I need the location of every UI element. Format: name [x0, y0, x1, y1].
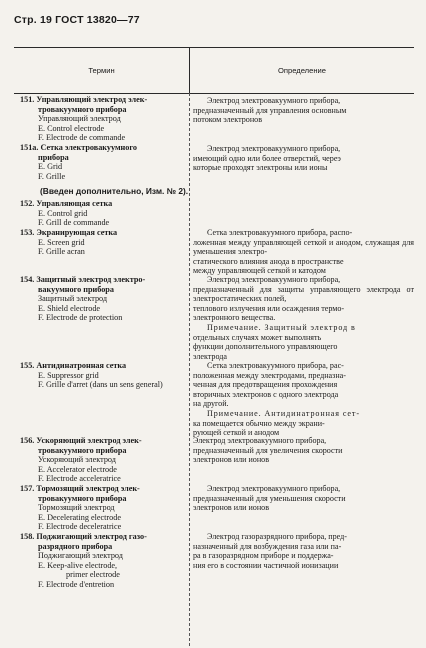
definition-151 [193, 96, 414, 125]
term-title: 151. Управляющий электрод элек- [20, 95, 148, 104]
note-line: функции дополнительного управляющего [193, 342, 338, 352]
term-title-cont: тровакуумного прибора [38, 493, 127, 503]
term-english: E. Accelerator electrode [38, 464, 117, 474]
term-column-header: Термин [88, 66, 115, 75]
definition-line: вторичных электронов с одного электрода [193, 389, 339, 399]
definition-column-header: Определение [277, 66, 326, 75]
definition-157 [193, 484, 414, 513]
term-title: 152. Управляющая сетка [20, 199, 113, 208]
definition-line: предназначенный для управления основным [193, 105, 347, 115]
definition-154 [193, 275, 414, 323]
term-english-cont: primer electrode [66, 570, 120, 580]
term-french: F. Electrode d'entretion [38, 579, 115, 589]
term-title: 154. Защитный электрод электро- [20, 275, 146, 284]
note-line: Примечание. Антидинатронная сет- [207, 409, 360, 418]
table-top-rule [14, 47, 414, 48]
term-151 [20, 95, 188, 143]
definition-line: предназначенный для уменьшения скорости [193, 493, 346, 503]
term-156 [20, 436, 188, 484]
term-151a [20, 143, 188, 181]
definition-153 [193, 228, 414, 276]
note-line: электрода [193, 351, 227, 361]
term-french: F. Electrode deceleratrice [38, 522, 122, 532]
term-french: F. Electrode de commande [38, 133, 126, 143]
definition-line: положенная между электродами, предназна- [193, 370, 346, 380]
term-english: E. Control grid [38, 208, 88, 218]
term-french: F. Grill de commande [38, 218, 110, 228]
term-title-cont: тровакуумного прибора [38, 104, 127, 114]
definition-line: Электрод электровакуумного прибора, [207, 275, 341, 284]
term-english: E. Suppressor grid [38, 370, 99, 380]
term-english: E. Control electrode [38, 123, 105, 133]
definition-line: теплового излучения или осаждения термо- [193, 303, 345, 313]
term-153 [20, 228, 188, 257]
term-synonym: Управляющий электрод [38, 114, 121, 124]
term-title-cont: разрядного прибора [38, 541, 113, 551]
table-header-rule [14, 93, 414, 94]
term-title-cont: тровакуумного прибора [38, 445, 127, 455]
term-title: 157. Тормозящий электрод элек- [20, 484, 140, 493]
definition-line: потоком электронов [193, 115, 263, 125]
definition-line: между управляющей сеткой и катодом [193, 266, 326, 276]
term-english: E. Keep-alive electrode, [38, 560, 118, 570]
term-152 [20, 199, 188, 228]
definition-158 [193, 532, 414, 570]
definition-line: имеющий одно или более отверстий, череэ [193, 153, 341, 163]
definition-line: Сетка электровакуумного прибора, распо- [207, 228, 353, 237]
term-english: E. Shield electrode [38, 303, 101, 313]
definition-line: Электрод электровакуумного прибора, [193, 436, 327, 445]
term-title-cont: прибора [38, 152, 69, 162]
definition-line: назначенный для возбуждения газа или па- [193, 541, 342, 551]
term-french: F. Electrode acceleratrice [38, 474, 121, 484]
term-154 [20, 275, 188, 323]
definition-155-note [193, 409, 414, 438]
term-english: E. Grid [38, 162, 63, 172]
term-synonym: Тормозящий электрод [38, 503, 115, 513]
term-155 [20, 361, 188, 390]
amendment-note: (Введен дополнительно, Изм. № 2). [40, 186, 189, 196]
term-french: F. Grille [38, 171, 66, 181]
definition-154-note [193, 323, 414, 361]
definition-line: Электрод газоразрядного прибора, пред- [207, 532, 347, 541]
definition-line: ложенная между управляющей сеткой и анодом, служащая для уменьшения электро- [193, 237, 414, 257]
note-line: ка помещается обычно между экрани- [193, 418, 325, 428]
term-french: F. Grille acran [38, 247, 85, 257]
term-title: 155. Антидинатронная сетка [20, 361, 127, 370]
definition-line: Электрод электровакуумного прибора, [207, 96, 341, 105]
definition-line: Сетка электровакуумного прибора, рас- [207, 361, 344, 370]
definition-line: на другой. [193, 399, 229, 409]
definition-line: предназначенный для защиты управляющего электрода от электростатических полей, [193, 284, 414, 304]
column-divider-body [189, 93, 190, 646]
note-line: рующей сеткой и анодом [193, 428, 280, 438]
term-158 [20, 532, 188, 590]
definition-line: ния его в состоянии частичной ионизации [193, 560, 339, 570]
term-french: F. Electrode de protection [38, 313, 123, 323]
term-title: 158. Поджигающий электрод газо- [20, 532, 147, 541]
term-title: 156. Ускоряющий электрод элек- [20, 436, 142, 445]
note-line: Примечание. Защитный электрод в [207, 323, 356, 332]
term-title: 153. Экранирующая сетка [20, 228, 118, 237]
definition-line: электронного вещества. [193, 313, 276, 323]
definition-line: ра в газоразрядном приборе и поддержа- [193, 551, 334, 561]
definition-155 [193, 361, 414, 409]
page-header: Стр. 19 ГОСТ 13820—77 [14, 14, 140, 26]
note-line: отдельных случаях может выполнять [193, 332, 322, 342]
term-english: E. Screen grid [38, 237, 85, 247]
term-synonym: Поджигающий электрод [38, 551, 123, 561]
term-title: 151а. Сетка электровакуумного [20, 143, 137, 152]
definition-line: электронов или ионов [193, 455, 270, 465]
definition-156 [193, 436, 414, 465]
definition-line: Электрод электровакуумного прибора, [207, 484, 341, 493]
definition-line: ченная для предотвращения прохождения [193, 380, 338, 390]
term-title-cont: вакуумного прибора [38, 284, 114, 294]
definition-151a [193, 144, 414, 173]
term-157 [20, 484, 188, 532]
definition-line: электронов или ионов [193, 503, 270, 513]
term-french: F. Grille d'arret (dans un sens general) [38, 380, 163, 390]
term-english: E. Decelerating electrode [38, 512, 121, 522]
term-synonym: Защитный электрод [38, 294, 108, 304]
definition-line: Электрод электровакуумного прибора, [207, 144, 341, 153]
definition-line: статического влияния анода в пространстве [193, 256, 344, 266]
definition-line: предназначенный для увеличения скорости [193, 445, 343, 455]
definition-line: которые проходят электроны или ионы [193, 163, 328, 173]
term-synonym: Ускоряющий электрод [38, 455, 116, 465]
